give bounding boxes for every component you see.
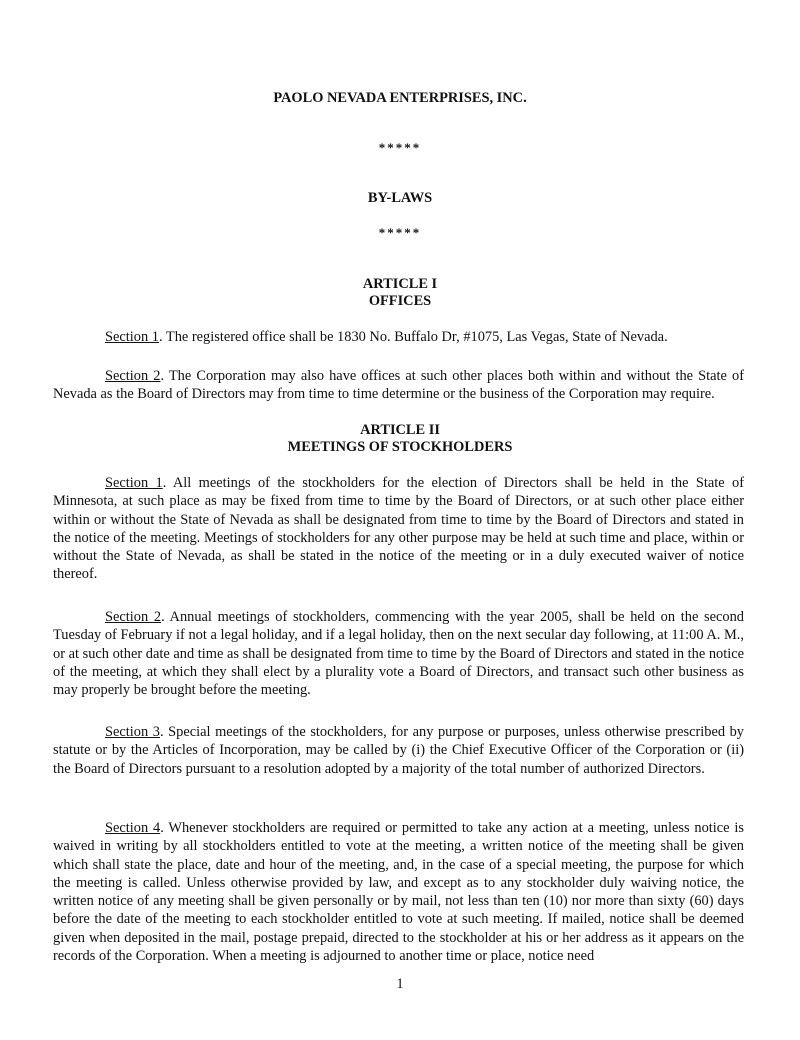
section-text: . Special meetings of the stockholders, for any purpose or purposes, unless otherwise prescribed by statute or by the Articles of Incorporation, may be called by (i) the Chief Executive Officer of the Corporation or (ii) the Board of Directors pursuant to a resolution adopted by a majority of the total number of authorized Directors. xyxy=(53,724,744,777)
section-label: Section 2 xyxy=(105,609,162,625)
section-text: . Annual meetings of stockholders, commencing with the year 2005, shall be held on the second Tuesday of February if not a legal holiday, and if a legal holiday, then on the next secular day following, at 11:00 A. M., or at such other date and time as shall be designated from time to time by the Board of Directors and stated in the notice of the meeting, at which they shall elect by a plurality vote a Board of Directors, and transact such other business as may properly be brought before the meeting. xyxy=(53,609,744,699)
article-1-section-1 xyxy=(53,328,744,346)
article-1-subheading: OFFICES xyxy=(368,293,432,309)
page-number: 1 xyxy=(396,976,404,992)
article-2-section-1 xyxy=(53,474,744,584)
separator-stars-bottom: ***** xyxy=(378,225,422,240)
article-2-section-2 xyxy=(53,608,744,699)
article-2-subheading: MEETINGS OF STOCKHOLDERS xyxy=(287,439,513,455)
section-text: . The Corporation may also have offices at such other places both within and without the State of Nevada as the Board of Directors may from time to time determine or the business of the Corporation may require. xyxy=(53,368,744,403)
company-title: PAOLO NEVADA ENTERPRISES, INC. xyxy=(273,90,527,106)
article-1-section-2 xyxy=(53,367,744,404)
article-2-section-3 xyxy=(53,723,744,778)
section-text: . Whenever stockholders are required or permitted to take any action at a meeting, unless notice is waived in writing by all stockholders entitled to vote at the meeting, a written notice of the meeting shall be given which shall state the place, date and hour of the meeting, and, in the case of a special meeting, the purpose for which the meeting is called. Unless otherwise provided by law, and except as to any stockholder duly waiving notice, the written notice of any meeting shall be given personally or by mail, not less than ten (10) nor more than sixty (60) days before the date of the meeting to each stockholder entitled to vote at such meeting. If mailed, notice shall be deemed given when deposited in the mail, postage prepaid, directed to the stockholder at his or her address as it appears on the records of the Corporation. When a meeting is adjourned to another time or place, notice need xyxy=(53,820,744,965)
article-2-heading: ARTICLE II xyxy=(360,422,440,438)
section-text: . The registered office shall be 1830 No. Buffalo Dr, #1075, Las Vegas, State of Nevada. xyxy=(158,329,668,345)
document-title: BY-LAWS xyxy=(367,190,433,206)
separator-stars-top: ***** xyxy=(378,140,422,155)
article-1-heading: ARTICLE I xyxy=(362,276,438,292)
section-label: Section 2 xyxy=(105,368,161,384)
article-2-section-4 xyxy=(53,819,744,965)
section-label: Section 4 xyxy=(105,820,161,836)
section-text: . All meetings of the stockholders for the election of Directors shall be held in the State of Minnesota, at such place as may be fixed from time to time by the Board of Directors, or at such other place either within or without the State of Nevada as shall be designated from time to time by the Board of Directors and stated in the notice of the meeting. Meetings of stockholders for any other purpose may be held at such time and place, within or without the State of Nevada, as shall be stated in the notice of the meeting or in a duly executed waiver of notice thereof. xyxy=(53,475,744,583)
section-label: Section 3 xyxy=(105,724,160,740)
section-label: Section 1 xyxy=(105,329,159,345)
section-label: Section 1 xyxy=(105,475,163,491)
